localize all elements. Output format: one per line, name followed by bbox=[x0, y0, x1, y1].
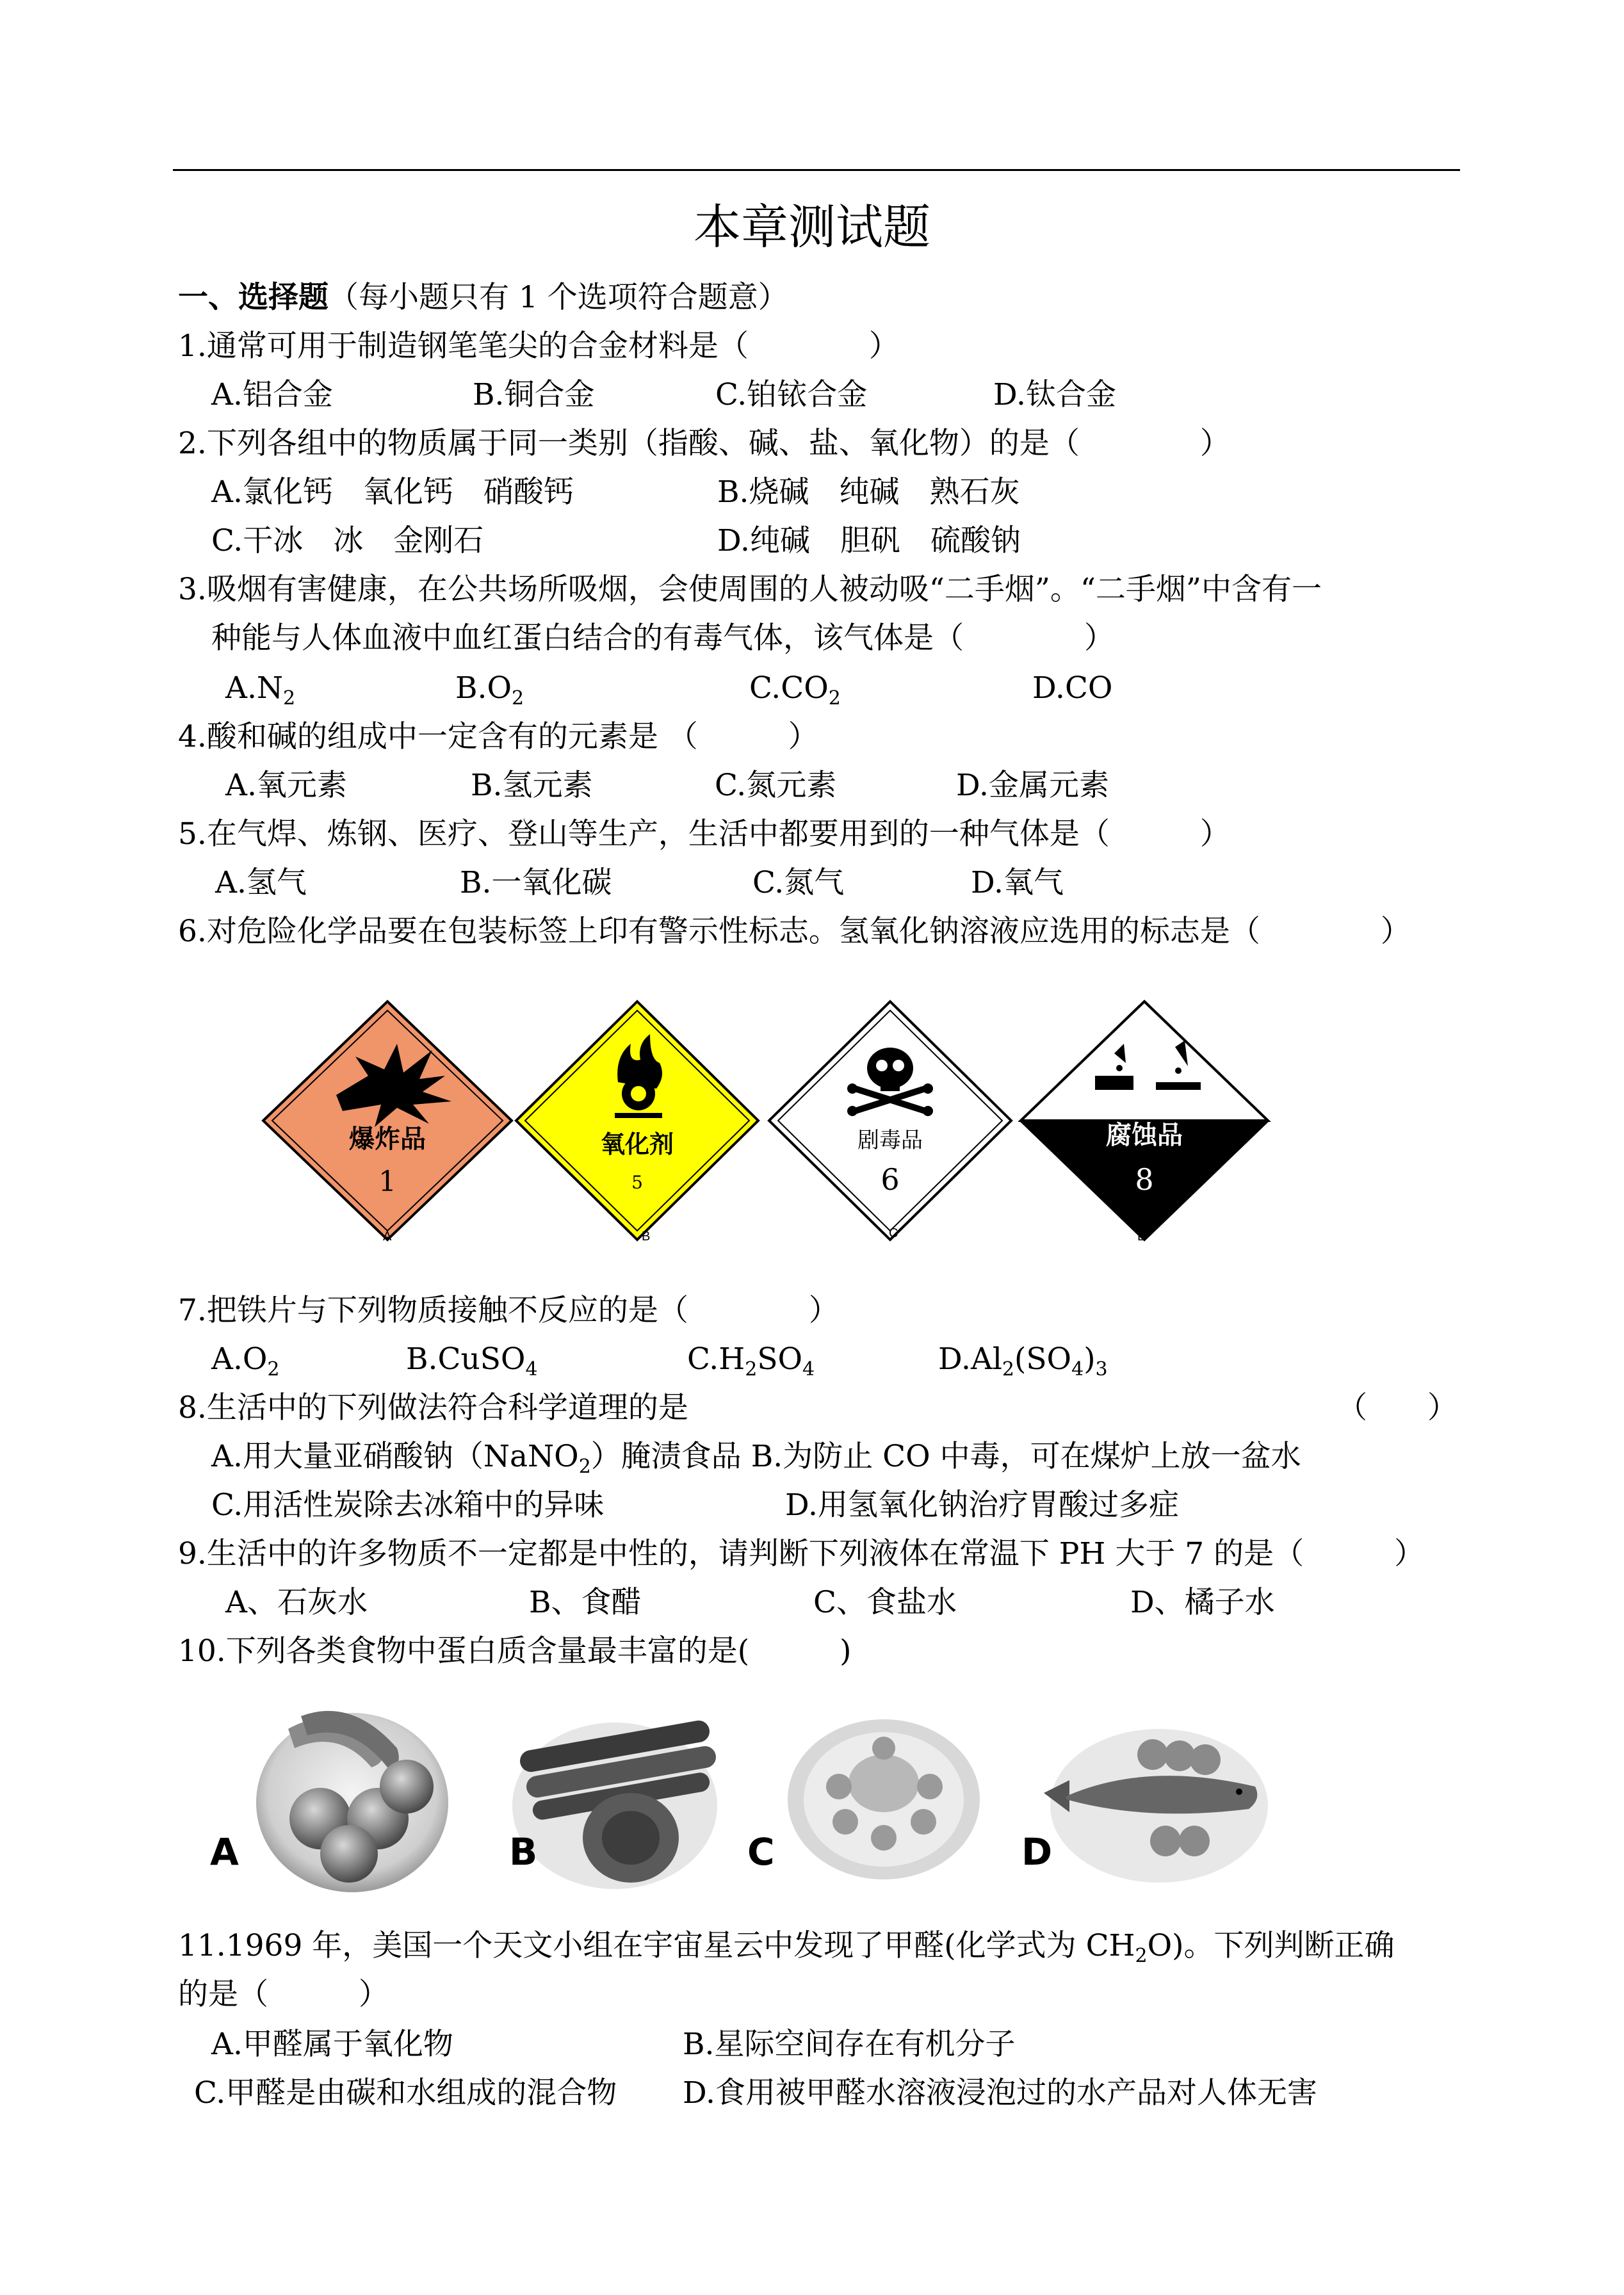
q11-stem-sub: 2 bbox=[1135, 1945, 1148, 1967]
q8-option-d: D.用氢氧化钠治疗胃酸过多症 bbox=[785, 1488, 1179, 1523]
q8-answer-paren: （ ） bbox=[1337, 1390, 1458, 1425]
q3-option-c-text: C.CO bbox=[749, 670, 829, 706]
q3-stem-line1: 3.吸烟有害健康，在公共场所吸烟，会使周围的人被动吸“二手烟”。“二手烟”中含有一 bbox=[178, 572, 1322, 607]
q11-stem-line1-text: 11.1969 年，美国一个天文小组在宇宙星云中发现了甲醛(化学式为 CH bbox=[178, 1928, 1135, 1963]
top-rule bbox=[173, 169, 1460, 171]
q2-option-c: C.干冰 冰 金刚石 bbox=[211, 523, 484, 558]
q8-option-ab: A.用大量亚硝酸钠（NaNO$_2$）腌渍食品 B.为防止 CO 中毒，可在煤炉上放一盆水 bbox=[211, 1439, 1301, 1478]
sign-b-name: 氧化剂 bbox=[600, 1130, 674, 1158]
section-heading-note: （每小题只有 1 个选项符合题意） bbox=[329, 280, 788, 315]
food-label-a: A bbox=[210, 1830, 239, 1874]
q8-option-c: C.用活性炭除去冰箱中的异味 bbox=[211, 1488, 605, 1523]
q11-option-c: C.甲醛是由碳和水组成的混合物 bbox=[194, 2075, 617, 2111]
q11-option-d: D.食用被甲醛水溶液浸泡过的水产品对人体无害 bbox=[683, 2075, 1317, 2111]
q7-option-d: $D.Al_2(SO_4)_3$ bbox=[938, 1342, 1108, 1381]
q11-stem-line2: 的是（ ） bbox=[178, 1977, 389, 2012]
q11-stem-line1 bbox=[178, 1925, 1395, 1967]
q5-option-a: A.氢气 bbox=[215, 865, 307, 900]
sign-b-number: 5 bbox=[631, 1172, 643, 1193]
q4-option-b: B.氢元素 bbox=[471, 768, 593, 803]
q11-stem-line1-end: O)。下列判断正确 bbox=[1147, 1928, 1395, 1963]
sign-b-letter: B bbox=[642, 1229, 651, 1244]
q9-option-d: D、橘子水 bbox=[1130, 1585, 1275, 1620]
q9-option-a: A、石灰水 bbox=[225, 1585, 368, 1620]
fruit-plate-image bbox=[250, 1691, 455, 1895]
q5-option-c: C.氮气 bbox=[752, 865, 845, 900]
q2-option-d: D.纯碱 胆矾 硫酸钠 bbox=[717, 523, 1021, 558]
q2-option-a: A.氯化钙 氧化钙 硝酸钙 bbox=[211, 474, 574, 510]
hazard-sign-toxic bbox=[765, 999, 1015, 1242]
hazard-sign-corrosive bbox=[1018, 999, 1271, 1242]
page-title: 本章测试题 bbox=[694, 200, 930, 255]
sign-b-diamond bbox=[516, 1002, 758, 1240]
q7-stem: 7.把铁片与下列物质接触不反应的是（ ） bbox=[178, 1293, 839, 1328]
food-images bbox=[205, 1691, 1294, 1895]
q2-stem: 2.下列各组中的物质属于同一类别（指酸、碱、盐、氧化物）的是（ ） bbox=[178, 426, 1230, 461]
q4-option-a: A.氧元素 bbox=[225, 768, 347, 803]
hazard-sign-explosive bbox=[259, 999, 516, 1242]
q3-option-d: D.CO bbox=[1032, 670, 1113, 706]
q4-option-d: D.金属元素 bbox=[956, 768, 1109, 803]
q11-option-b: B.星际空间存在有机分子 bbox=[683, 2027, 1016, 2062]
rice-plate-image bbox=[781, 1703, 986, 1889]
section-heading-label: 一、选择题 bbox=[178, 280, 329, 315]
food-label-c: C bbox=[747, 1830, 775, 1874]
food-label-b: B bbox=[509, 1830, 538, 1874]
q3-option-b-sub: 2 bbox=[512, 687, 524, 710]
q3-stem-line2: 种能与人体血液中血红蛋白结合的有毒气体，该气体是（ ） bbox=[211, 620, 1114, 656]
sign-c-name: 剧毒品 bbox=[857, 1128, 923, 1153]
q9-option-b: B、食醋 bbox=[529, 1585, 642, 1620]
sign-c-diamond bbox=[769, 1002, 1011, 1240]
q3-option-c-sub: 2 bbox=[828, 687, 841, 710]
q1-option-b: B.铜合金 bbox=[473, 377, 595, 412]
q8-stem: 8.生活中的下列做法符合科学道理的是 bbox=[178, 1390, 688, 1425]
q7-option-b: B.CuSO$_4$ bbox=[406, 1342, 538, 1381]
sign-a-name: 爆炸品 bbox=[349, 1124, 426, 1154]
q3-option-b bbox=[455, 667, 524, 710]
sign-c-letter: C bbox=[889, 1226, 898, 1240]
fish-egg-plate-image bbox=[1031, 1703, 1274, 1895]
sign-a-diamond bbox=[263, 1002, 512, 1240]
sign-d-letter: D bbox=[1137, 1229, 1147, 1244]
q3-option-a bbox=[225, 667, 295, 710]
q7-option-a: $A.O_2$ bbox=[211, 1342, 280, 1381]
sign-d-upper-half bbox=[1021, 1002, 1268, 1121]
q3-option-b-text: B.O bbox=[455, 670, 512, 706]
vegetable-plate-image bbox=[506, 1691, 730, 1895]
sign-d-number: 8 bbox=[1135, 1162, 1154, 1197]
q4-option-c: C.氮元素 bbox=[715, 768, 837, 803]
q6-stem: 6.对危险化学品要在包装标签上印有警示性标志。氢氧化钠溶液应选用的标志是（ ） bbox=[178, 914, 1411, 949]
q7-option-c: $C.H_2SO_4$ bbox=[687, 1342, 815, 1381]
q5-option-b: B.一氧化碳 bbox=[460, 865, 612, 900]
q10-stem: 10.下列各类食物中蛋白质含量最丰富的是( ) bbox=[178, 1634, 852, 1669]
q3-option-a-sub: 2 bbox=[283, 687, 296, 710]
section-heading bbox=[178, 277, 788, 319]
sign-c-number: 6 bbox=[881, 1162, 900, 1197]
q3-option-a-text: A.N bbox=[225, 670, 284, 706]
sign-d-name: 腐蚀品 bbox=[1106, 1121, 1183, 1150]
sign-a-number: 1 bbox=[378, 1165, 396, 1198]
q1-option-c: C.铂铱合金 bbox=[715, 377, 868, 412]
hazard-signs bbox=[259, 999, 1271, 1255]
food-label-d: D bbox=[1021, 1830, 1053, 1874]
hazard-sign-oxidizer bbox=[512, 999, 762, 1242]
q1-stem: 1.通常可用于制造钢笔笔尖的合金材料是（ ） bbox=[178, 328, 899, 364]
q1-option-d: D.钛合金 bbox=[993, 377, 1116, 412]
q9-option-c: C、食盐水 bbox=[813, 1585, 957, 1620]
q11-option-a: A.甲醛属于氧化物 bbox=[211, 2027, 453, 2062]
q5-stem: 5.在气焊、炼钢、医疗、登山等生产，生活中都要用到的一种气体是（ ） bbox=[178, 816, 1230, 852]
q2-option-b: B.烧碱 纯碱 熟石灰 bbox=[717, 474, 1020, 510]
sign-a-letter: A bbox=[383, 1229, 392, 1244]
q1-option-a: A.铝合金 bbox=[211, 377, 333, 412]
q4-stem: 4.酸和碱的组成中一定含有的元素是 （ ） bbox=[178, 719, 818, 754]
q9-stem: 9.生活中的许多物质不一定都是中性的，请判断下列液体在常温下 PH 大于 7 的是（ ） bbox=[178, 1536, 1425, 1571]
q5-option-d: D.氧气 bbox=[971, 865, 1064, 900]
q3-option-c bbox=[749, 667, 841, 710]
